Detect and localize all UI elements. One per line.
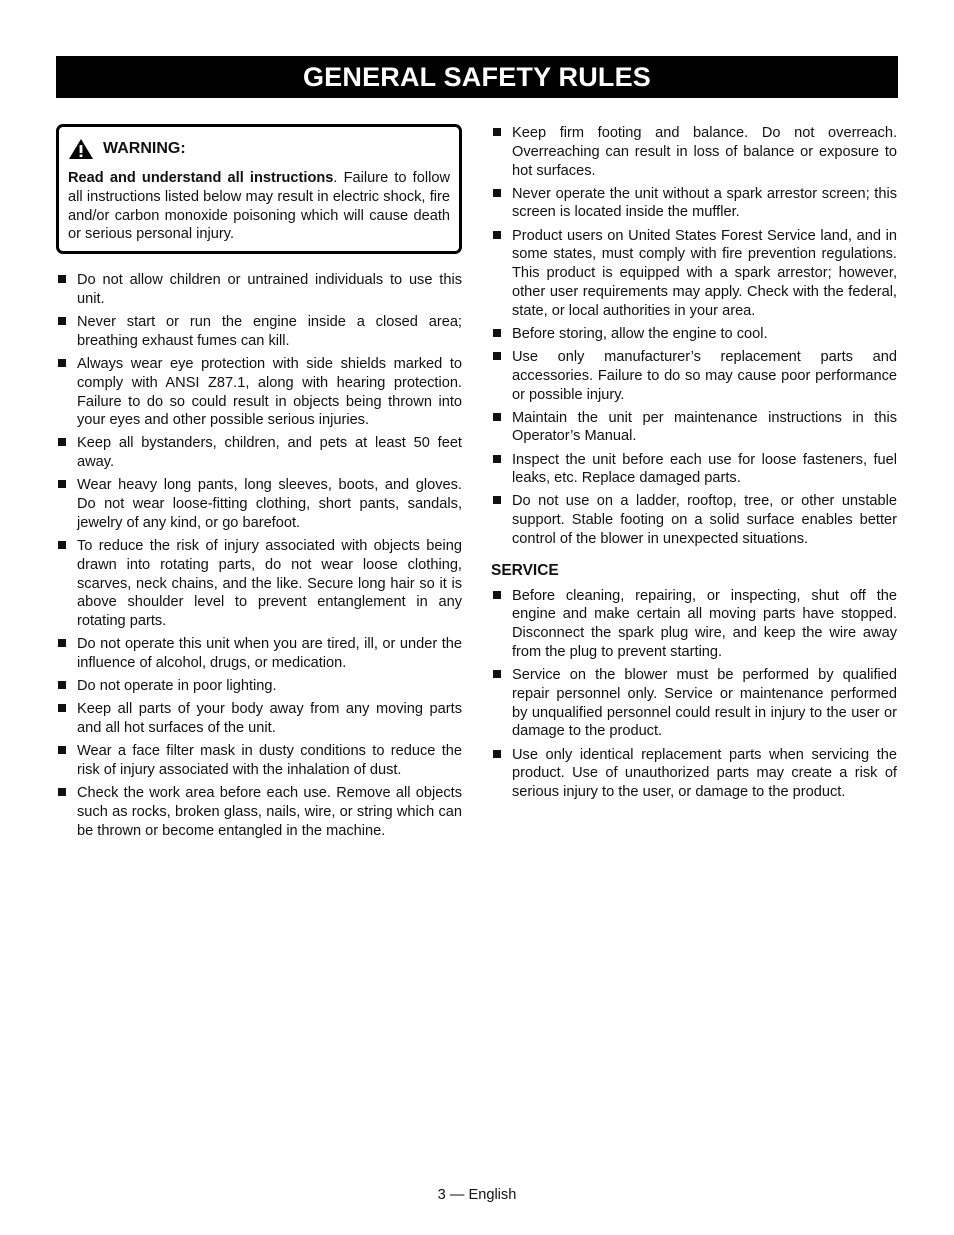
list-item-text: Wear a face filter mask in dusty conditions to reduce the risk of injury associated with the inhalation of dust. bbox=[77, 743, 462, 778]
list-item bbox=[56, 271, 462, 309]
bullet-square-icon bbox=[493, 591, 501, 599]
list-item-text: Do not allow children or untrained individuals to use this unit. bbox=[77, 272, 462, 307]
warning-box bbox=[56, 124, 462, 254]
list-item-text: Keep all parts of your body away from any moving parts and all hot surfaces of the unit. bbox=[77, 701, 462, 737]
bullet-square-icon bbox=[58, 639, 66, 647]
bullet-square-icon bbox=[493, 128, 501, 136]
warning-heading: WARNING: bbox=[103, 139, 186, 157]
list-item bbox=[491, 227, 897, 321]
list-item bbox=[56, 700, 462, 738]
list-item bbox=[491, 451, 897, 489]
bullet-square-icon bbox=[493, 189, 501, 197]
list-item-text: To reduce the risk of injury associated with objects being drawn into rotating parts, do not wear loose clothing, scarves, neck chains, and the like. Secure long hair so it is above shoulder level to prevent entanglement in any rotating parts. bbox=[77, 538, 462, 630]
bullet-square-icon bbox=[493, 352, 501, 360]
list-item-text: Inspect the unit before each use for loose fasteners, fuel leaks, etc. Replace damaged parts. bbox=[512, 451, 897, 487]
bullet-square-icon bbox=[493, 496, 501, 504]
list-item bbox=[491, 348, 897, 404]
list-item bbox=[491, 185, 897, 223]
list-item-text: Never operate the unit without a spark arrestor screen; this screen is located inside the muffler. bbox=[512, 185, 897, 221]
bullet-square-icon bbox=[493, 231, 501, 239]
list-item bbox=[491, 492, 897, 548]
bullet-square-icon bbox=[493, 455, 501, 463]
list-item bbox=[56, 355, 462, 430]
list-item-text: Use only manufacturer’s replacement parts and accessories. Failure to do so may cause poor performance or possible injury. bbox=[512, 348, 897, 403]
bullet-square-icon bbox=[58, 359, 66, 367]
list-item-text: Maintain the unit per maintenance instructions in this Operator’s Manual. bbox=[512, 409, 897, 445]
bullet-square-icon bbox=[58, 788, 66, 796]
list-item bbox=[491, 325, 897, 344]
bullet-square-icon bbox=[58, 541, 66, 549]
list-item bbox=[491, 666, 897, 741]
list-item-text: Do not use on a ladder, rooftop, tree, or other unstable support. Stable footing on a solid surface enables better control of the blower in unexpected situations. bbox=[512, 493, 897, 548]
warning-triangle-icon bbox=[68, 138, 94, 160]
left-column bbox=[56, 124, 462, 845]
list-item-text: Use only identical replacement parts when servicing the product. Use of unauthorized parts may create a risk of serious injury to the user, or damage to the product. bbox=[512, 746, 897, 801]
bullet-square-icon bbox=[493, 413, 501, 421]
bullet-square-icon bbox=[58, 746, 66, 754]
list-item-text: Always wear eye protection with side shields marked to comply with ANSI Z87.1, along with hearing protection. Failure to do so could result in objects being thrown into your eyes and other possible serious injuries. bbox=[77, 355, 462, 429]
right-bullet-list bbox=[491, 124, 897, 549]
list-item bbox=[56, 635, 462, 673]
warning-header bbox=[68, 138, 450, 160]
list-item-text: Service on the blower must be performed by qualified repair personnel only. Service or maintenance performed by unqualified personnel could result in injury to the user or damage to the product. bbox=[512, 667, 897, 740]
list-item-text: Keep firm footing and balance. Do not overreach. Overreaching can result in loss of balance or exposure to hot surfaces. bbox=[512, 125, 897, 179]
service-heading: SERVICE bbox=[491, 561, 559, 579]
list-item bbox=[56, 313, 462, 351]
warning-text bbox=[68, 169, 450, 244]
list-item bbox=[56, 434, 462, 472]
list-item bbox=[56, 537, 462, 631]
bullet-square-icon bbox=[493, 670, 501, 678]
list-item bbox=[491, 746, 897, 802]
list-item-text: Check the work area before each use. Remove all objects such as rocks, broken glass, nails, wire, or string which can be thrown or become entangled in the machine. bbox=[77, 785, 462, 839]
list-item bbox=[56, 784, 462, 840]
list-item bbox=[56, 742, 462, 780]
list-item bbox=[56, 476, 462, 532]
list-item bbox=[56, 677, 462, 696]
service-bullet-list bbox=[491, 587, 897, 802]
right-column bbox=[491, 124, 897, 806]
bullet-square-icon bbox=[58, 438, 66, 446]
bullet-square-icon bbox=[58, 317, 66, 325]
list-item-text: Do not operate this unit when you are tired, ill, or under the influence of alcohol, drugs, or medication. bbox=[77, 636, 462, 672]
bullet-square-icon bbox=[493, 750, 501, 758]
list-item bbox=[491, 409, 897, 447]
bullet-square-icon bbox=[58, 480, 66, 488]
list-item-text: Before cleaning, repairing, or inspecting, shut off the engine and make certain all moving parts have stopped. Disconnect the spark plug wire, and keep the wire away from the plug to prevent starting. bbox=[512, 587, 897, 660]
list-item bbox=[491, 587, 897, 662]
list-item-text: Before storing, allow the engine to cool. bbox=[512, 325, 768, 342]
list-item bbox=[491, 124, 897, 180]
page-title bbox=[56, 56, 898, 98]
page-footer: 3 — English bbox=[437, 1187, 517, 1203]
warning-bold-lead: Read and understand all instructions bbox=[68, 170, 334, 186]
list-item-text: Never start or run the engine inside a closed area; breathing exhaust fumes can kill. bbox=[77, 314, 462, 349]
left-bullet-list bbox=[56, 271, 462, 840]
list-item-text: Wear heavy long pants, long sleeves, boots, and gloves. Do not wear loose-fitting clothing, short pants, sandals, jewelry of any kind, or go barefoot. bbox=[77, 477, 462, 531]
list-item-text: Product users on United States Forest Service land, and in some states, must comply with fire prevention regulations. This product is equipped with a spark arrestor; however, other user requirements may apply. Check with the federal, state, or local authorities in your area. bbox=[512, 227, 897, 319]
list-item-text: Do not operate in poor lighting. bbox=[77, 678, 277, 695]
bullet-square-icon bbox=[58, 681, 66, 689]
page-title-text: GENERAL SAFETY RULES bbox=[302, 61, 652, 92]
bullet-square-icon bbox=[58, 275, 66, 283]
bullet-square-icon bbox=[58, 704, 66, 712]
list-item-text: Keep all bystanders, children, and pets at least 50 feet away. bbox=[77, 435, 462, 471]
warning-body: . Failure to follow all instructions listed below may result in electric shock, fire and/or carbon monoxide poisoning which will cause death or serious personal injury. bbox=[68, 170, 450, 243]
bullet-square-icon bbox=[493, 329, 501, 337]
